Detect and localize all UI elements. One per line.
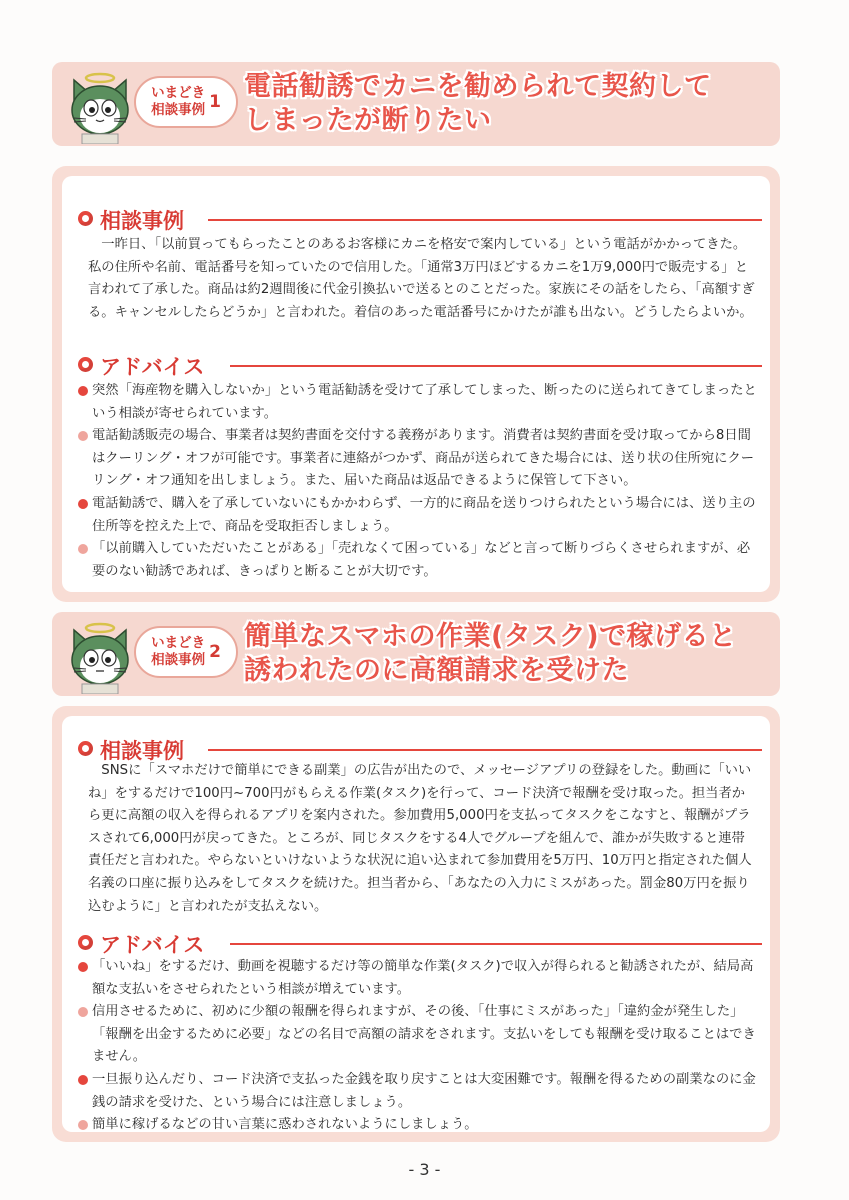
case1-panel	[52, 166, 780, 602]
bullet-dot-icon	[78, 741, 93, 756]
case-title-line1: 電話勧誘でカニを勧められて契約して	[244, 71, 712, 102]
advice-heading: アドバイス	[78, 930, 762, 956]
advice-item: 簡単に稼げるなどの甘い言葉に惑わされないようにしましょう。	[78, 1114, 762, 1137]
advice-list	[78, 380, 762, 583]
consult-heading: 相談事例	[78, 736, 762, 762]
case-title-line2: 誘われたのに高額請求を受けた	[244, 655, 629, 686]
heading-rule	[208, 219, 762, 221]
badge-line1: いまどき	[151, 85, 206, 101]
case-title-line1: 簡単なスマホの作業(タスク)で稼げると	[244, 621, 737, 652]
badge-line1: いまどき	[151, 635, 206, 651]
badge-number: 1	[209, 92, 221, 112]
badge-number: 2	[209, 642, 221, 662]
consult-heading: 相談事例	[78, 206, 762, 232]
cat-mascot-icon	[60, 614, 140, 694]
case-badge	[134, 76, 238, 128]
advice-item: 電話勧誘販売の場合、事業者は契約書面を交付する義務があります。消費者は契約書面を受け取ってから8日間はクーリング・オフが可能です。事業者に連絡がつかず、商品が送られてきた場合には、送り状の住所宛にクーリング・オフ通知を出しましょう。また、届いた商品は返品できるように保管して下さい。	[78, 425, 762, 493]
case2-header	[52, 612, 780, 696]
heading-rule	[208, 749, 762, 751]
bullet-dot-icon	[78, 935, 93, 950]
consult-text: 一昨日、「以前買ってもらったことのあるお客様にカニを格安で案内している」という電話がかかってきた。私の住所や名前、電話番号を知っていたので信用した。「通常3万円ほどするカニを1万9,000円で販売する」と言われて了承した。商品は約2週間後に代金引換払いで送るとのことだった。家族にその話をしたら、「高額すぎる。キャンセルしたらどうか」と言われた。着信のあった電話番号にかけたが誰も出ない。どうしたらよいか。	[88, 237, 755, 320]
case1-header	[52, 62, 780, 146]
advice-item: 「以前購入していただいたことがある」「売れなくて困っている」などと言って断りづらくさせられますが、必要のない勧誘であれば、きっぱりと断ることが大切です。	[78, 538, 762, 583]
badge-line2: 相談事例	[151, 652, 206, 668]
page-number: - 3 -	[408, 1160, 441, 1179]
heading-rule	[230, 943, 762, 945]
advice-list	[78, 956, 762, 1137]
badge-line2: 相談事例	[151, 102, 206, 118]
bullet-dot-icon	[78, 357, 93, 372]
advice-item: 一旦振り込んだり、コード決済で支払った金銭を取り戻すことは大変困難です。報酬を得るための副業なのに金銭の請求を受けた、という場合には注意しましょう。	[78, 1069, 762, 1114]
advice-item: 突然「海産物を購入しないか」という電話勧誘を受けて了承してしまった、断ったのに送られてきてしまったという相談が寄せられています。	[78, 380, 762, 425]
advice-item: 信用させるために、初めに少額の報酬を得られますが、その後、「仕事にミスがあった」「違約金が発生した」「報酬を出金するために必要」などの名目で高額の請求をされます。支払いをしても報酬を受け取ることはできません。	[78, 1001, 762, 1069]
advice-item: 「いいね」をするだけ、動画を視聴するだけ等の簡単な作業(タスク)で収入が得られると勧誘されたが、結局高額な支払いをさせられたという相談が増えています。	[78, 956, 762, 1001]
case2-panel	[52, 706, 780, 1142]
advice-heading: アドバイス	[78, 352, 762, 378]
case-title	[244, 70, 712, 138]
case-badge	[134, 626, 238, 678]
heading-rule	[230, 365, 762, 367]
consult-text: SNSに「スマホだけで簡単にできる副業」の広告が出たので、メッセージアプリの登録をした。動画に「いいね」をするだけで100円~700円がもらえる作業(タスク)を行って、コード決済で報酬を受け取った。担当者から更に高額の収入を得られるアプリを案内された。参加費用5,000円を支払ってタスクをこなすと、報酬がプラスされて6,000円が戻ってきた。ところが、同じタスクをする4人でグループを組んで、誰かが失敗すると連帯責任だと言われた。やらないといけないような状況に追い込まれて参加費用を5万円、10万円と指定された個人名義の口座に振り込みをしてタスクを続けた。担当者から、「あなたの入力にミスがあった。罰金80万円を振り込むように」と言われたが支払えない。	[88, 763, 752, 914]
case-title	[244, 620, 737, 688]
advice-item: 電話勧誘で、購入を了承していないにもかかわらず、一方的に商品を送りつけられたという場合には、送り主の住所等を控えた上で、商品を受取拒否しましょう。	[78, 493, 762, 538]
cat-mascot-icon	[60, 64, 140, 144]
case-title-line2: しまったが断りたい	[244, 105, 492, 136]
bullet-dot-icon	[78, 211, 93, 226]
